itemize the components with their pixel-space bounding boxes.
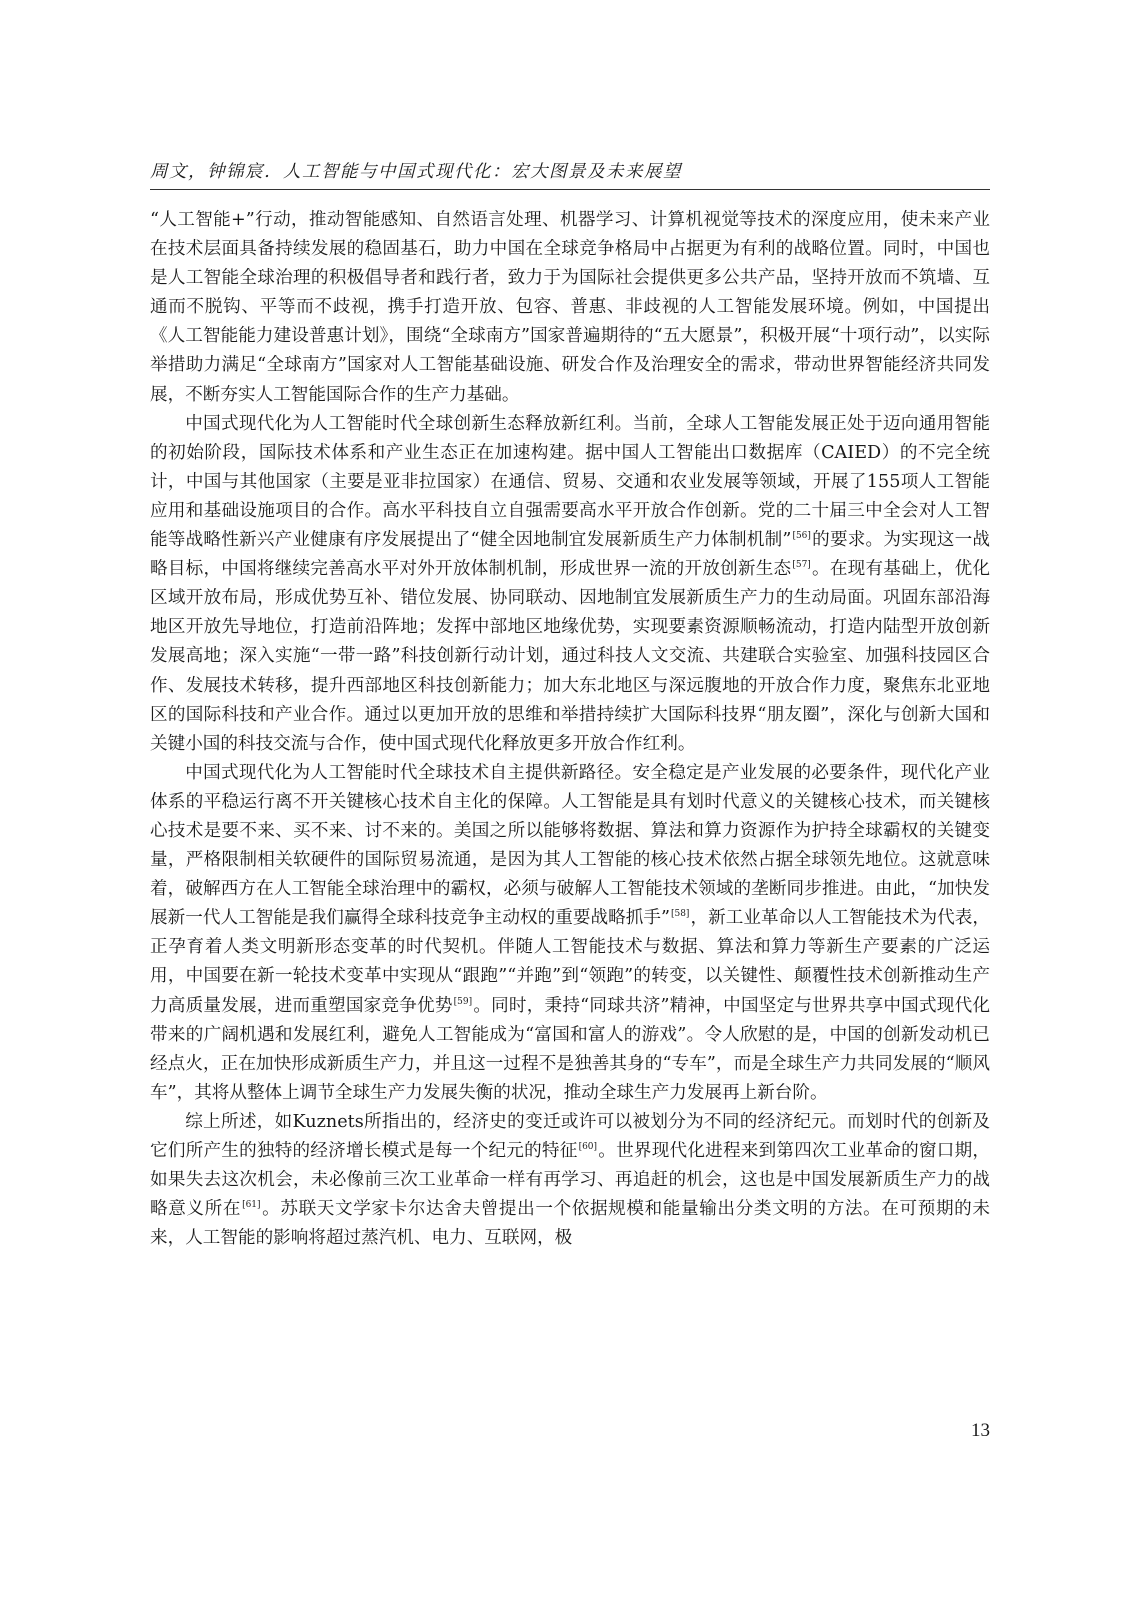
citation-marker: [57] <box>792 560 811 571</box>
header-rule <box>150 189 990 190</box>
citation-marker: [56] <box>792 531 811 542</box>
text-run: 的要求。为实现这一战略目标，中国将继续完善高水平对外开放体制机制，形成世界一流的开放创新生态 <box>150 530 990 580</box>
paragraph-2 <box>150 410 990 759</box>
paragraph-3 <box>150 759 990 1108</box>
running-head: 周文，钟锦宸．人工智能与中国式现代化：宏大图景及未来展望 <box>150 162 682 182</box>
citation-marker: [61] <box>242 1200 261 1211</box>
text-run: 。在现有基础上，优化区域开放布局，形成优势互补、错位发展、协同联动、因地制宜发展新质生产力的生动局面。巩固东部沿海地区开放先导地位，打造前沿阵地；发挥中部地区地缘优势，实现要素资源顺畅流动，打造内陆型开放创新发展高地；深入实施“一带一路”科技创新行动计划，通过科技人文交流、共建联合实验室、加强科技园区合作、发展技术转移，提升西部地区科技创新能力；加大东北地区与深远腹地的开放合作力度，聚焦东北亚地区的国际科技和产业合作。通过以更加开放的思维和举措持续扩大国际科技界“朋友圈”，深化与创新大国和关键小国的科技交流与合作，使中国式现代化释放更多开放合作红利。 <box>150 559 990 754</box>
body-text <box>150 206 990 1253</box>
citation-marker: [59] <box>453 996 473 1007</box>
text-run: “人工智能+”行动，推动智能感知、自然语言处理、机器学习、计算机视觉等技术的深度应用，使未来产业在技术层面具备持续发展的稳固基石，助力中国在全球竞争格局中占据更为有利的战略位置。同时，中国也是人工智能全球治理的积极倡导者和践行者，致力于为国际社会提供更多公共产品，坚持开放而不筑墙、互通而不脱钩、平等而不歧视，携手打造开放、包容、普惠、非歧视的人工智能发展环境。例如，中国提出《人工智能能力建设普惠计划》，围绕“全球南方”国家普遍期待的“五大愿景”，积极开展“十项行动”，以实际举措助力满足“全球南方”国家对人工智能基础设施、研发合作及治理安全的需求，带动世界智能经济共同发展，不断夯实人工智能国际合作的生产力基础。 <box>150 210 990 405</box>
text-run: ，新工业革命以人工智能技术为代表，正孕育着人类文明新形态变革的时代契机。伴随人工智能技术与数据、算法和算力等新生产要素的广泛运用，中国要在新一轮技术变革中实现从“跟跑”“并跑”到“领跑”的转变，以关键性、颠覆性技术创新推动生产力高质量发展，进而重塑国家竞争优势 <box>150 908 990 1016</box>
text-run: 中国式现代化为人工智能时代全球技术自主提供新路径。安全稳定是产业发展的必要条件，现代化产业体系的平稳运行离不开关键核心技术自主化的保障。人工智能是具有划时代意义的关键核心技术，而关键核心技术是要不来、买不来、讨不来的。美国之所以能够将数据、算法和算力资源作为护持全球霸权的关键变量，严格限制相关软硬件的国际贸易流通，是因为其人工智能的核心技术依然占据全球领先地位。这就意味着，破解西方在人工智能全球治理中的霸权，必须与破解人工智能技术领域的垄断同步推进。由此，“加快发展新一代人工智能是我们赢得全球科技竞争主动权的重要战略抓手” <box>150 762 990 929</box>
text-run: 。世界现代化进程来到第四次工业革命的窗口期，如果失去这次机会，未必像前三次工业革命一样有再学习、再追赶的机会，这也是中国发展新质生产力的战略意义所在 <box>150 1141 990 1220</box>
text-run: 综上所述，如Kuznets所指出的，经济史的变迁或许可以被划分为不同的经济纪元。而划时代的创新及它们所产生的独特的经济增长模式是每一个纪元的特征 <box>150 1111 990 1161</box>
citation-marker: [58] <box>670 909 690 920</box>
text-run: 。同时，秉持“同球共济”精神，中国坚定与世界共享中国式现代化带来的广阔机遇和发展红利，避免人工智能成为“富国和富人的游戏”。令人欣慰的是，中国的创新发动机已经点火，正在加快形成新质生产力，并且这一过程不是独善其身的“专车”，而是全球生产力共同发展的“顺风车”，其将从整体上调节全球生产力发展失衡的状况，推动全球生产力发展再上新台阶。 <box>150 995 990 1103</box>
paragraph-4 <box>150 1108 990 1253</box>
paragraph-1 <box>150 206 990 410</box>
page-number: 13 <box>971 1420 990 1441</box>
text-run: 中国式现代化为人工智能时代全球创新生态释放新红利。当前，全球人工智能发展正处于迈向通用智能的初始阶段，国际技术体系和产业生态正在加速构建。据中国人工智能出口数据库（CAIED）的不完全统计，中国与其他国家（主要是亚非拉国家）在通信、贸易、交通和农业发展等领域，开展了155项人工智能应用和基础设施项目的合作。高水平科技自立自强需要高水平开放合作创新。党的二十届三中全会对人工智能等战略性新兴产业健康有序发展提出了“健全因地制宜发展新质生产力体制机制” <box>150 413 990 551</box>
citation-marker: [60] <box>578 1142 598 1152</box>
text-run: 。苏联天文学家卡尔达舍夫曾提出一个依据规模和能量输出分类文明的方法。在可预期的未来，人工智能的影响将超过蒸汽机、电力、互联网，极 <box>150 1199 990 1249</box>
